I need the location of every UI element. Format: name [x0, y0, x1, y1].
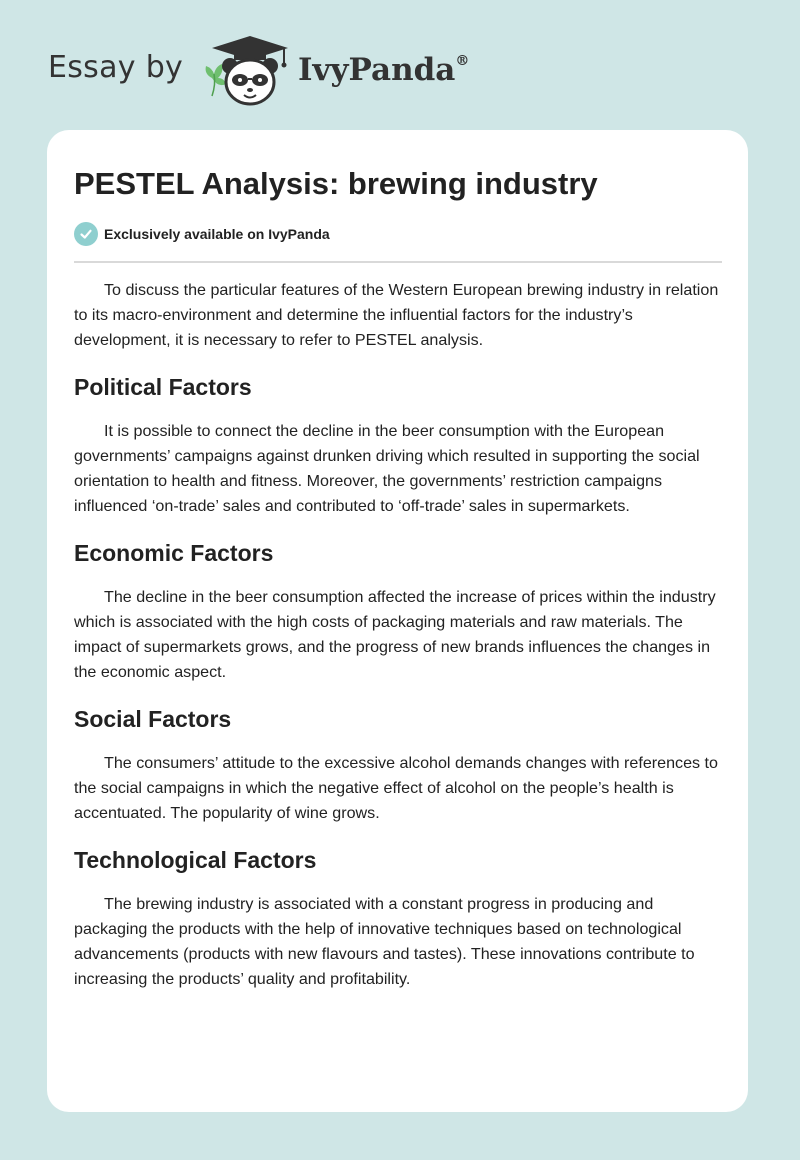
intro-paragraph: To discuss the particular features of the Western European brewing industry in relation to its macro-environment and determine the influential factors for the industry’s development, it is necessary to refer to PESTEL analysis.	[74, 281, 719, 349]
page-title: PESTEL Analysis: brewing industry	[74, 166, 598, 201]
section-text-political: It is possible to connect the decline in the beer consumption with the European governments’ campaigns against drunken driving which resulted in supporting the social orientation to health and fitness. Moreover, the governments’ restriction campaigns influenced ‘on-trade’ sales and contributed to ‘off-trade’ sales in supermarkets.	[74, 422, 700, 515]
brand-name[interactable]	[298, 52, 469, 88]
section-text-economic: The decline in the beer consumption affected the increase of prices within the industry which is associated with the high costs of packaging materials and raw materials. The impact of supermarkets grows, and the progress of new brands influences the changes in the economic aspect.	[74, 588, 716, 681]
section-heading-social: Social Factors	[74, 706, 232, 732]
panda-graduate-icon	[200, 30, 300, 110]
registered-mark: ®	[455, 52, 470, 69]
divider	[74, 261, 722, 263]
article-card	[47, 130, 748, 1112]
brand-text: IvyPanda	[298, 52, 456, 88]
section-heading-technological: Technological Factors	[74, 847, 317, 873]
section-text-social: The consumers’ attitude to the excessive alcohol demands changes with references to the social campaigns in which the negative effect of alcohol on the people’s health is accentuated. The popularity of wine grows.	[74, 754, 718, 822]
section-text-technological: The brewing industry is associated with a constant progress in producing and packaging the products with the help of innovative techniques based on technological advancements (products with new flavours and tastes). These innovations contribute to increasing the products’ quality and profitability.	[74, 895, 695, 988]
article-body	[74, 278, 722, 992]
exclusive-badge-label: Exclusively available on IvyPanda	[104, 226, 330, 242]
section-heading-political: Political Factors	[74, 374, 252, 400]
essay-by-label: Essay by	[48, 50, 184, 85]
check-icon	[74, 222, 98, 246]
exclusive-badge	[74, 222, 330, 246]
panda-logo[interactable]	[200, 30, 300, 110]
site-header	[48, 30, 548, 110]
section-heading-economic: Economic Factors	[74, 540, 274, 566]
